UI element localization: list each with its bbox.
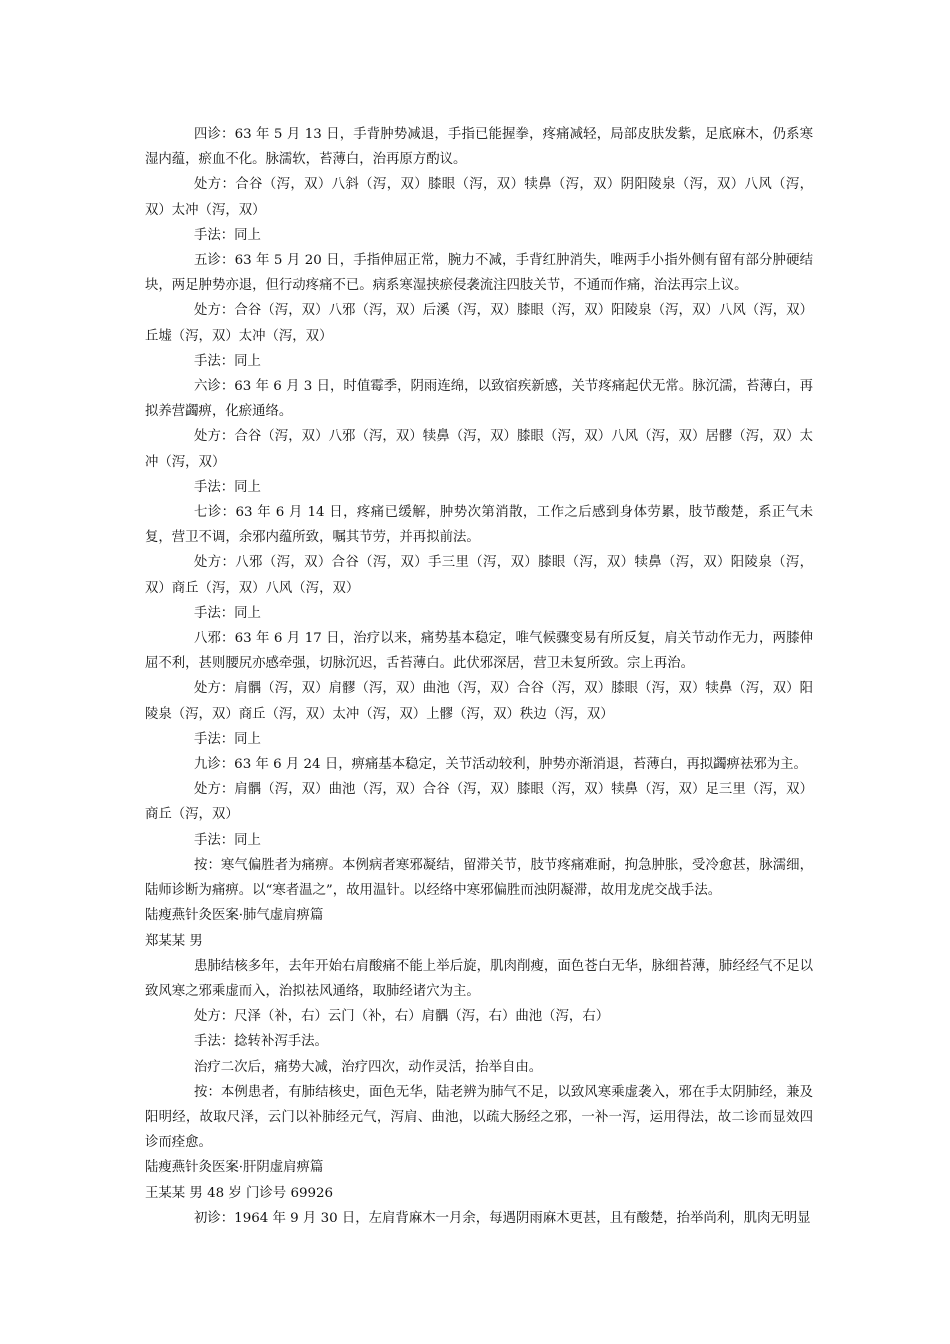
body-paragraph: 手法：同上 (194, 832, 261, 848)
body-paragraph: 患肺结核多年，去年开始右肩酸痛不能上举后旋，肌肉削瘦，面色苍白无华，脉细苔薄，肺经经气不足以致风寒之邪乘虚而入，治拟祛风通络，取肺经诸穴为主。 (145, 958, 813, 999)
body-paragraph: 按：寒气偏胜者为痛痹。本例病者寒邪凝结，留滞关节，肢节疼痛难耐，拘急肿胀，受冷愈甚，脉濡细，陆师诊断为痛痹。以“寒者温之”，故用温针。以经络中寒邪偏胜而浊阴凝滞，故用龙虎交战手法。 (145, 857, 813, 899)
body-paragraph: 手法：捻转补泻手法。 (194, 1034, 328, 1050)
section-heading: 陆瘦燕针灸医案·肺气虚肩痹篇 (145, 908, 324, 924)
body-paragraph: 处方：肩髃（泻，双）肩髎（泻，双）曲池（泻，双）合谷（泻，双）膝眼（泻，双）犊鼻（泻，双）阳陵泉（泻，双）商丘（泻，双）太冲（泻，双）上髎（泻，双）秩边（泻，双） (145, 681, 813, 722)
section-heading: 郑某某 男 (145, 933, 203, 949)
section-heading: 王某某 男 48 岁 门诊号 69926 (145, 1185, 334, 1201)
body-paragraph: 治疗二次后，痛势大减，治疗四次，动作灵活，抬举自由。 (194, 1059, 543, 1075)
section-heading: 陆瘦燕针灸医案·肝阴虚肩痹篇 (145, 1160, 324, 1176)
body-paragraph: 手法：同上 (194, 605, 261, 621)
body-paragraph: 处方：合谷（泻，双）八邪（泻，双）犊鼻（泻，双）膝眼（泻，双）八风（泻，双）居髎（泻，双）太冲（泻，双） (145, 429, 813, 470)
body-paragraph: 处方：肩髃（泻，双）曲池（泻，双）合谷（泻，双）膝眼（泻，双）犊鼻（泻，双）足三里（泻，双）商丘（泻，双） (145, 782, 813, 823)
body-paragraph: 手法：同上 (194, 353, 261, 369)
body-paragraph: 七诊：63 年 6 月 14 日，疼痛已缓解，肿势次第消散，工作之后感到身体劳累，肢节酸楚，系正气未复，营卫不调，余邪内蕴所致，嘱其节劳，并再拟前法。 (145, 505, 813, 546)
body-paragraph: 六诊：63 年 6 月 3 日，时值霉季，阴雨连绵，以致宿疾新感，关节疼痛起伏无常。脉沉濡，苔薄白，再拟养营蠲痹，化瘀通络。 (145, 379, 813, 420)
body-paragraph: 处方：八邪（泻，双）合谷（泻，双）手三里（泻，双）膝眼（泻，双）犊鼻（泻，双）阳陵泉（泻，双）商丘（泻，双）八风（泻，双） (145, 555, 813, 596)
body-paragraph: 处方：尺泽（补，右）云门（补，右）肩髃（泻，右）曲池（泻，右） (194, 1009, 610, 1025)
body-paragraph: 八邪：63 年 6 月 17 日，治疗以来，痛势基本稳定，唯气候骤变易有所反复，肩关节动作无力，两膝伸屈不利，甚则腰尻亦感牵强，切脉沉迟，舌苔薄白。此伏邪深居，营卫未复所致。宗上再治。 (145, 631, 813, 672)
body-paragraph: 手法：同上 (194, 479, 261, 495)
body-paragraph: 九诊：63 年 6 月 24 日，痹痛基本稳定，关节活动较利，肿势亦渐消退，苔薄白，再拟蠲痹祛邪为主。 (194, 757, 807, 773)
body-paragraph: 处方：合谷（泻，双）八邪（泻，双）后溪（泻，双）膝眼（泻，双）阳陵泉（泻，双）八风（泻，双）丘墟（泻，双）太冲（泻，双） (145, 303, 813, 344)
body-paragraph: 手法：同上 (194, 731, 261, 747)
body-paragraph: 五诊：63 年 5 月 20 日，手指伸屈正常，腕力不减，手背红肿消失，唯两手小指外侧有留有部分肿硬结块，两足肿势亦退，但行动疼痛不已。病系寒湿挟瘀侵袭流注四肢关节，不通而作痛，治法再宗上议。 (145, 253, 813, 294)
body-paragraph: 四诊：63 年 5 月 13 日，手背肿势减退，手指已能握拳，疼痛减轻，局部皮肤发紫，足底麻木，仍系寒湿内蕴，瘀血不化。脉濡软，苔薄白，治再原方酌议。 (145, 127, 813, 168)
body-paragraph: 初诊：1964 年 9 月 30 日，左肩背麻木一月余，每遇阴雨麻木更甚，且有酸楚，抬举尚利，肌肉无明显 (194, 1210, 811, 1226)
body-paragraph: 按：本例患者，有肺结核史，面色无华，陆老辨为肺气不足，以致风寒乘虚袭入，邪在手太阴肺经，兼及阳明经，故取尺泽，云门以补肺经元气，泻肩、曲池，以疏大肠经之邪，一补一泻，运用得法，故二诊而显效四诊而痊愈。 (145, 1084, 813, 1151)
document-body (145, 122, 813, 1231)
body-paragraph: 手法：同上 (194, 227, 261, 243)
body-paragraph: 处方：合谷（泻，双）八斜（泻，双）膝眼（泻，双）犊鼻（泻，双）阴阳陵泉（泻，双）八风（泻，双）太冲（泻，双） (145, 177, 813, 218)
